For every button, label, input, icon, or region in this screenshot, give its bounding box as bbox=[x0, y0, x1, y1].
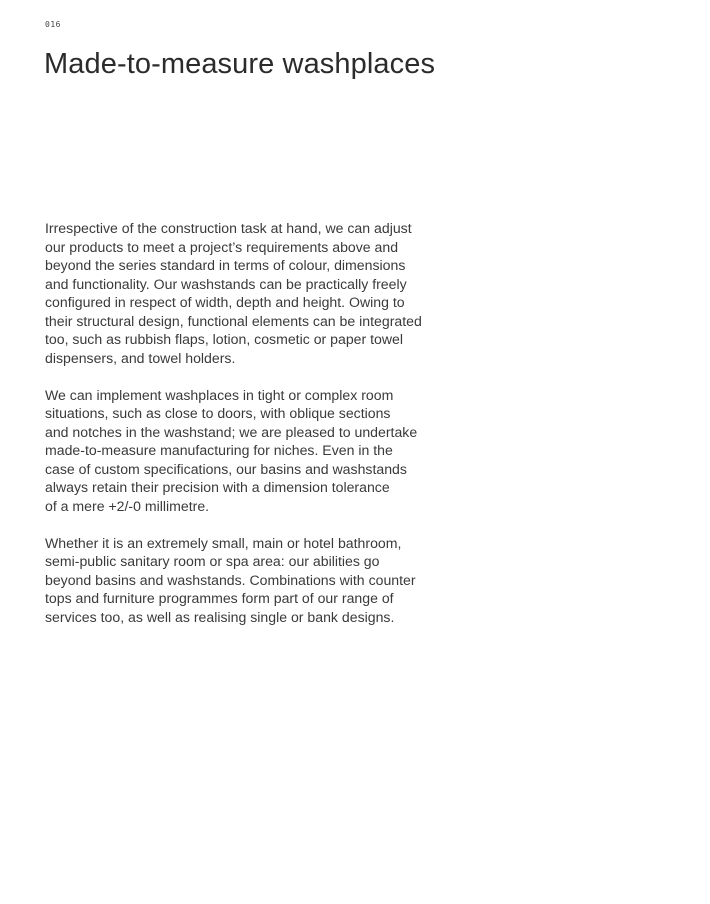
text-line: Whether it is an extremely small, main or hotel bathroom, bbox=[45, 534, 402, 551]
text-line: dispensers, and towel holders. bbox=[45, 349, 236, 366]
text-line: situations, such as close to doors, with oblique sections bbox=[45, 405, 391, 421]
text-line: case of custom specifications, our basins and washstands bbox=[45, 460, 407, 477]
text-line: beyond the series standard in terms of colour, dimensions bbox=[45, 257, 406, 273]
page-title: Made-to-measure washplaces bbox=[44, 48, 436, 80]
text-line: We can implement washplaces in tight or complex room bbox=[45, 386, 394, 403]
text-line: our products to meet a project’s requirements above and bbox=[45, 238, 399, 255]
page-number: 016 bbox=[45, 20, 61, 29]
text-line: semi-public sanitary room or spa area: our abilities go bbox=[45, 553, 380, 569]
text-line: beyond basins and washstands. Combinations with counter bbox=[45, 571, 416, 588]
text-line: and functionality. Our washstands can be practically freely bbox=[45, 275, 407, 292]
text-line: services too, as well as realising single or bank designs. bbox=[45, 608, 395, 625]
text-line: Irrespective of the construction task at hand, we can adjust bbox=[45, 220, 412, 236]
text-line: configured in respect of width, depth and height. Owing to bbox=[45, 294, 405, 310]
paragraph-bathroom-types bbox=[45, 534, 465, 627]
text-line: and notches in the washstand; we are pleased to undertake bbox=[45, 423, 418, 440]
paragraph-room-situations bbox=[45, 386, 465, 516]
text-line: always retain their precision with a dimension tolerance bbox=[45, 479, 390, 495]
text-line: tops and furniture programmes form part of our range of bbox=[45, 590, 394, 606]
body-text bbox=[45, 219, 465, 645]
text-line: too, such as rubbish flaps, lotion, cosmetic or paper towel bbox=[45, 331, 404, 347]
text-line: their structural design, functional elements can be integrated bbox=[45, 312, 422, 329]
paragraph-construction bbox=[45, 219, 465, 367]
text-line: made-to-measure manufacturing for niches. Even in the bbox=[45, 442, 393, 458]
text-line: of a mere +2/-0 millimetre. bbox=[45, 497, 210, 514]
